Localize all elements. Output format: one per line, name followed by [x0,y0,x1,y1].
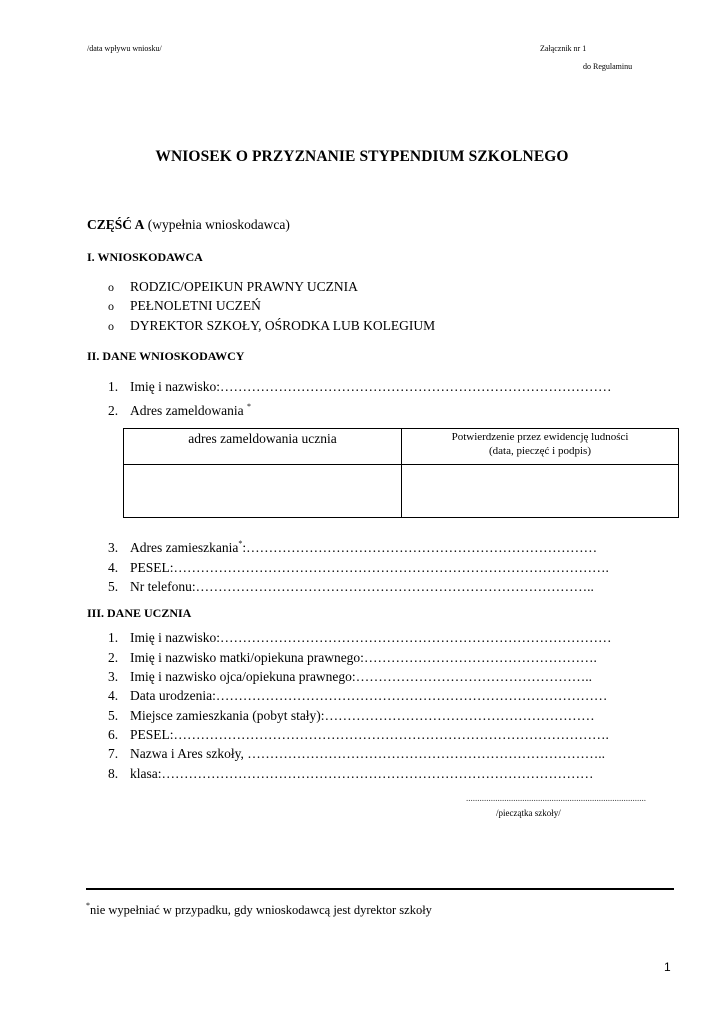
attachment-label: Załącznik nr 1 [540,44,587,53]
school-stamp-label: /pieczątka szkoły/ [496,808,561,818]
footnote-marker: * [238,539,243,548]
birth-date-field[interactable] [108,688,607,704]
registry-confirmation-line1: Potwierdzenie przez ewidencję ludności [451,431,629,443]
residence-address-field[interactable] [108,540,597,556]
part-a-note: (wypełnia wnioskodawca) [144,217,290,232]
item-number: 1. [108,379,119,394]
page-number: 1 [664,960,671,974]
permanent-residence-field[interactable] [108,708,595,724]
colon: : [242,540,247,555]
registry-confirmation-cell[interactable] [402,465,679,518]
applicant-phone-field[interactable] [108,579,594,595]
fill-line[interactable]: …………………………………………………………………………………… [161,766,594,781]
fill-line[interactable]: …………………………………………………… [324,708,595,723]
section-student-data-heading: III. DANE UCZNIA [87,606,192,620]
school-stamp-line[interactable]: ................................................................................ [466,793,646,803]
option-parent[interactable] [108,279,358,295]
field-label: Imię i nazwisko matki/opiekuna prawnego: [130,650,364,665]
field-label: Data urodzenia: [130,688,216,703]
registered-address-table [123,428,679,518]
item-number: 2. [108,650,119,665]
item-number: 2. [108,403,119,418]
option-school-director[interactable] [108,318,435,334]
item-number: 7. [108,746,119,761]
option-label: PEŁNOLETNI UCZEŃ [130,298,261,313]
footnote-marker: * [86,901,90,910]
father-name-field[interactable] [108,669,592,685]
field-label: Adres zamieszkania [130,540,239,555]
item-number: 3. [108,669,119,684]
fill-line[interactable]: …………………………………………………………………………… [219,379,612,394]
field-label: Nazwa i Ares szkoły, [130,746,248,761]
registered-address-label-line [108,403,251,419]
field-label: Adres zameldowania [130,403,247,418]
item-number: 1. [108,630,119,645]
student-address-cell[interactable] [124,465,402,518]
part-a-bold: CZĘŚĆ A [87,217,145,232]
registry-confirmation-header [402,429,679,465]
item-number: 4. [108,560,119,575]
option-label: RODZIC/OPEIKUN PRAWNY UCZNIA [130,279,358,294]
field-label: Imię i nazwisko: [130,379,220,394]
item-number: 3. [108,540,119,555]
radio-circle-icon[interactable]: o [108,319,114,333]
item-number: 6. [108,727,119,742]
student-pesel-field[interactable] [108,727,609,743]
applicant-name-field[interactable] [108,379,611,395]
field-label: Nr telefonu: [130,579,196,594]
field-label: klasa: [130,766,162,781]
class-field[interactable] [108,766,594,782]
field-label: Imię i nazwisko ojca/opiekuna prawnego: [130,669,356,684]
item-number: 5. [108,579,119,594]
registry-confirmation-line2: (data, pieczęć i podpis) [488,445,591,457]
radio-circle-icon[interactable]: o [108,280,114,294]
part-a-heading [87,217,290,233]
fill-line[interactable]: …………………………………………………………………….. [247,746,605,761]
receipt-date-label: /data wpływu wniosku/ [87,44,162,53]
option-label: DYREKTOR SZKOŁY, OŚRODKA LUB KOLEGIUM [130,318,436,333]
footnote-marker: * [246,402,251,411]
section-applicant-data-heading: II. DANE WNIOSKODAWCY [87,349,245,363]
fill-line[interactable]: ……………………………………………………………………………………. [173,560,609,575]
fill-line[interactable]: …………………………………………………………………………….. [195,579,594,594]
field-label: PESEL: [130,727,174,742]
fill-line[interactable]: …………………………………………………………………………… [215,688,608,703]
mother-name-field[interactable] [108,650,597,666]
page-title: WNIOSEK O PRZYZNANIE STYPENDIUM SZKOLNEGO [155,148,569,165]
regulation-label: do Regulaminu [583,62,633,71]
section-applicant-heading: I. WNIOSKODAWCA [87,250,203,264]
option-adult-student[interactable] [108,298,261,314]
item-number: 4. [108,688,119,703]
field-label: PESEL: [130,560,174,575]
fill-line[interactable]: ……………………………………………. [363,650,597,665]
footnote [86,903,432,918]
applicant-pesel-field[interactable] [108,560,609,576]
fill-line[interactable]: …………………………………………………………………… [246,540,598,555]
item-number: 5. [108,708,119,723]
footnote-divider [86,888,674,890]
field-label: Miejsce zamieszkania (pobyt stały): [130,708,325,723]
student-name-field[interactable] [108,630,611,646]
school-name-address-field[interactable] [108,746,605,762]
fill-line[interactable]: …………………………………………….. [355,669,592,684]
footnote-text: nie wypełniać w przypadku, gdy wnioskodawcą jest dyrektor szkoły [90,903,432,917]
field-label: Imię i nazwisko: [130,630,220,645]
student-address-header: adres zameldowania ucznia [124,429,402,465]
item-number: 8. [108,766,119,781]
fill-line[interactable]: …………………………………………………………………………… [219,630,612,645]
fill-line[interactable]: ……………………………………………………………………………………. [173,727,609,742]
radio-circle-icon[interactable]: o [108,299,114,313]
